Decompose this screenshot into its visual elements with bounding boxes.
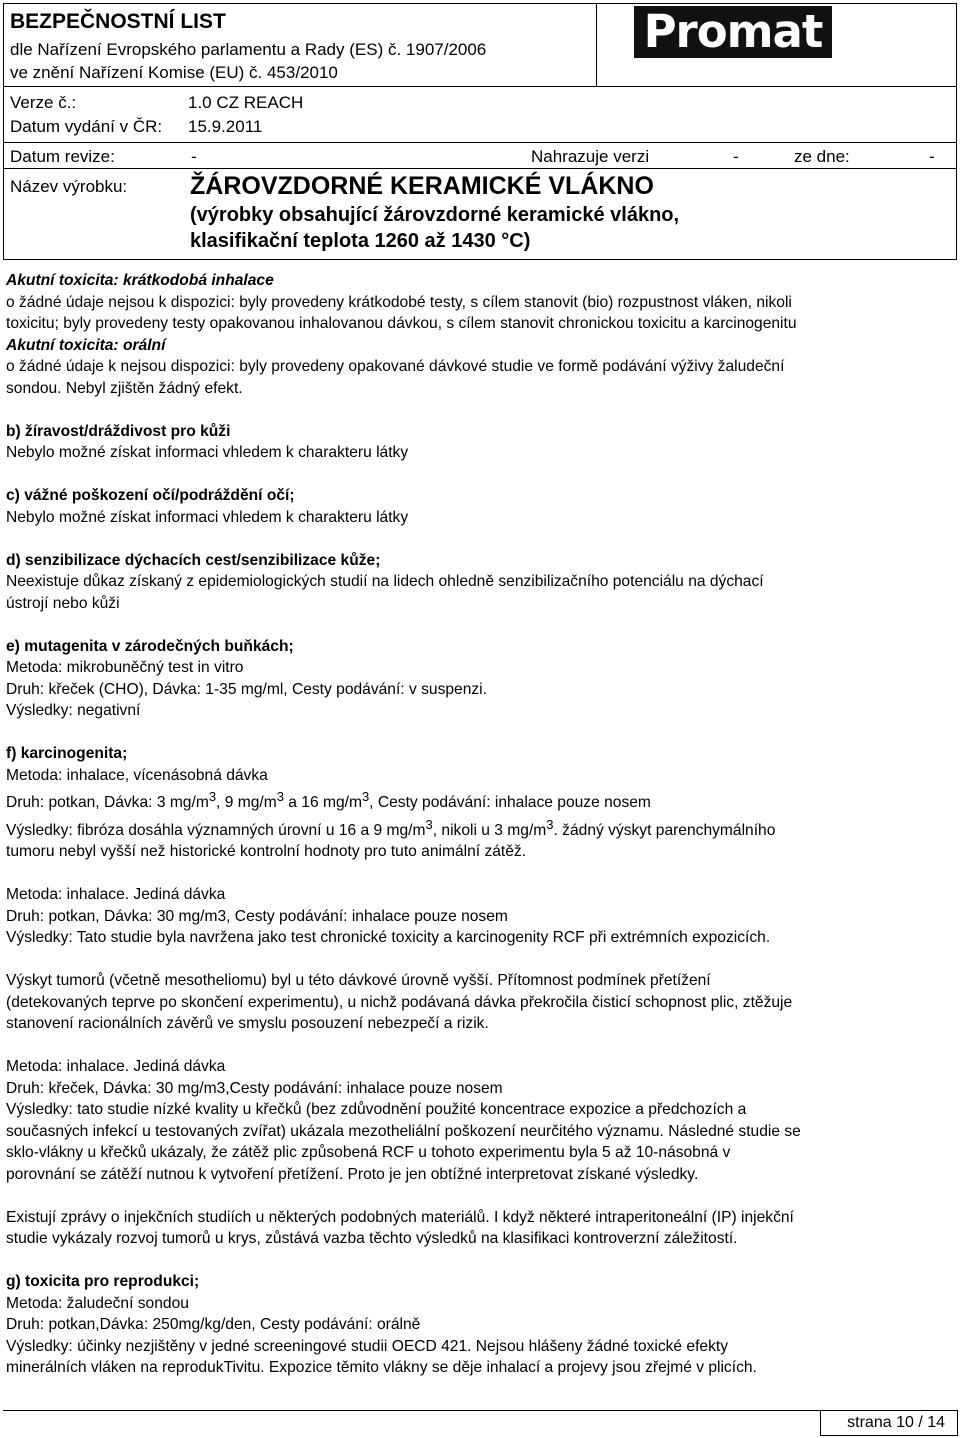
paragraph-line: Druh: křeček (CHO), Dávka: 1-35 mg/ml, Cesty podávání: v suspenzi. — [6, 680, 487, 698]
paragraph-line: o žádné údaje k nejsou dispozici: byly provedeny opakované dávkové studie ve formě podávání výživy žaludeční — [6, 358, 785, 375]
header-border — [956, 3, 957, 260]
paragraph-line: současných infekcí u testovaných zvířat) ukázala mezotheliální poškození neurčitého významu. Následné studie se — [6, 1122, 801, 1140]
paragraph-line: Nebylo možné získat informaci vhledem k charakteru látky — [6, 444, 409, 461]
paragraph-line: minerálních vláken na reprodukTivitu. Expozice těmito vlákny se děje inhalací a projevy jsou zřejmé v plicích. — [6, 1359, 757, 1377]
revision-date-value: - — [191, 147, 197, 166]
issue-date-value: 15.9.2011 — [188, 117, 263, 136]
header-border — [3, 3, 957, 4]
regulation-line: ve znění Nařízení Komise (EU) č. 453/2010 — [10, 63, 338, 82]
page-number-box — [820, 1410, 958, 1436]
section-heading: d) senzibilizace dýchacích cest/senzibilizace kůže; — [6, 551, 381, 569]
paragraph-line: Druh: křeček, Dávka: 30 mg/m3,Cesty podávání: inhalace pouze nosem — [6, 1079, 503, 1097]
header-divider — [3, 142, 957, 143]
paragraph-line: Výsledky: Tato studie byla navržena jako test chronické toxicity a karcinogenity RCF při extrémních expozicích. — [6, 929, 771, 947]
paragraph-line: Výsledky: tato studie nízké kvality u křečků (bez zdůvodnění použité koncentrace expozice a předchozích a — [6, 1101, 747, 1119]
page-number: strana 10 / 14 — [847, 1414, 945, 1431]
paragraph-line: o žádné údaje nejsou k dispozici: byly provedeny krátkodobé testy, s cílem stanovit (bio) rozpustnost vláken, nikoli — [6, 293, 792, 311]
paragraph-line: Výsledky: negativní — [6, 702, 141, 719]
paragraph-line: tumoru nebyl vyšší než historické kontrolní hodnoty pro tuto animální zátěž. — [6, 843, 527, 861]
document-body — [6, 270, 952, 1379]
paragraph-line: Metoda: inhalace. Jediná dávka — [6, 886, 226, 904]
page-footer — [3, 1410, 957, 1436]
paragraph-line: Výsledky: fibróza dosáhla významných úrovní u 16 a 9 $mg/m^3$, nikoli u 3 $mg/m^3$. žádný výskyt parenchymálního — [6, 816, 776, 839]
paragraph-line: stanovení racionálních závěrů ve smyslu posouzení nebezpečí a rizik. — [6, 1015, 489, 1033]
section-heading: Akutní toxicita: krátkodobá inhalace — [6, 272, 274, 289]
section-heading: e) mutagenita v zárodečných buňkách; — [6, 637, 294, 655]
paragraph-line: Existují zprávy o injekčních studiích u některých podobných materiálů. I když některé intraperitoneální (IP) injekční — [6, 1208, 794, 1226]
paragraph-line: Druh: potkan, Dávka: 3 $mg/m^3$, 9 $mg/m^3$ a 16 $mg/m^3$, Cesty podávání: inhalace pouze nosem — [6, 789, 651, 812]
promat-logo: Promat — [634, 6, 832, 58]
paragraph-line: Výsledky: účinky nezjištěny v jedné screeningové studii OECD 421. Nejsou hlášeny žádné toxické efekty — [6, 1337, 729, 1355]
paragraph-line: sondou. Nebyl zjištěn žádný efekt. — [6, 379, 243, 397]
product-name: ŽÁROVZDORNÉ KERAMICKÉ VLÁKNO — [190, 172, 654, 200]
paragraph-line: porovnání se zátěží nutnou k vytvoření přetížení. Proto je jen obtížné interpretovat získané výsledky. — [6, 1165, 699, 1183]
section-heading: Akutní toxicita: orální — [6, 336, 166, 354]
regulation-line: dle Nařízení Evropského parlamentu a Rady (ES) č. 1907/2006 — [10, 40, 487, 59]
paragraph-line: Nebylo možné získat informaci vhledem k charakteru látky — [6, 508, 409, 526]
header-divider — [3, 168, 957, 169]
paragraph-line: Výskyt tumorů (včetně mesotheliomu) byl u této dávkové úrovně vyšší. Přítomnost podmínek přetížení — [6, 972, 711, 990]
product-subtitle: (výrobky obsahující žárovzdorné keramické vlákno, — [190, 204, 680, 226]
section-heading: f) karcinogenita; — [6, 745, 128, 762]
paragraph-line: ústrojí nebo kůži — [6, 594, 120, 612]
section-heading: b) žíravost/dráždivost pro kůži — [6, 422, 231, 440]
paragraph-line: studie vykázaly rozvoj tumorů u krys, zůstává vazba těchto výsledků na klasifikaci kontroverzní záležitostí. — [6, 1230, 738, 1248]
paragraph-line: Metoda: žaludeční sondou — [6, 1294, 189, 1312]
header-border — [3, 3, 4, 260]
paragraph-line: Druh: potkan, Dávka: 30 mg/m3, Cesty podávání: inhalace pouze nosem — [6, 907, 508, 925]
header-divider — [3, 86, 957, 87]
paragraph-line: toxicitu; byly provedeny testy opakovanou inhalovanou dávkou, s cílem stanovit chronickou toxicitu a karcinogenitu — [6, 315, 797, 332]
document-title: BEZPEČNOSTNÍ LIST — [10, 10, 226, 33]
replaces-version-value: - — [733, 147, 739, 166]
section-heading: g) toxicita pro reprodukci; — [6, 1273, 200, 1291]
revision-date-label: Datum revize: — [10, 147, 115, 166]
issue-date-label: Datum vydání v ČR: — [10, 117, 163, 136]
on-date-value: - — [929, 147, 935, 166]
paragraph-line: Neexistuje důkaz získaný z epidemiologických studií na lidech ohledně senzibilizačního potenciálu na dýchací — [6, 573, 764, 590]
paragraph-line: Metoda: inhalace, vícenásobná dávka — [6, 766, 268, 784]
footer-rule — [3, 1410, 957, 1411]
paragraph-line: sklo-vlákny u křečků ukázaly, že zátěž plic způsobená RCF u tohoto experimentu byla 5 až 10-násobná v — [6, 1144, 731, 1162]
product-name-label: Název výrobku: — [10, 177, 128, 196]
document-header — [0, 0, 960, 260]
paragraph-line: Metoda: mikrobuněčný test in vitro — [6, 659, 244, 676]
version-label: Verze č.: — [10, 93, 77, 112]
header-border — [3, 259, 957, 260]
product-subtitle: klasifikační teplota 1260 až 1430 °C) — [190, 230, 531, 252]
paragraph-line: Druh: potkan,Dávka: 250mg/kg/den, Cesty podávání: orálně — [6, 1316, 421, 1334]
header-divider — [596, 3, 597, 86]
version-value: 1.0 CZ REACH — [188, 93, 304, 112]
on-date-label: ze dne: — [794, 147, 850, 166]
replaces-version-label: Nahrazuje verzi — [531, 147, 650, 166]
section-heading: c) vážné poškození očí/podráždění očí; — [6, 487, 295, 504]
paragraph-line: Metoda: inhalace. Jediná dávka — [6, 1058, 226, 1076]
paragraph-line: (detekovaných teprve po skončení experimentu), u nichž podávaná dávka překročila čisticí schopnost plic, ztěžuje — [6, 993, 793, 1011]
